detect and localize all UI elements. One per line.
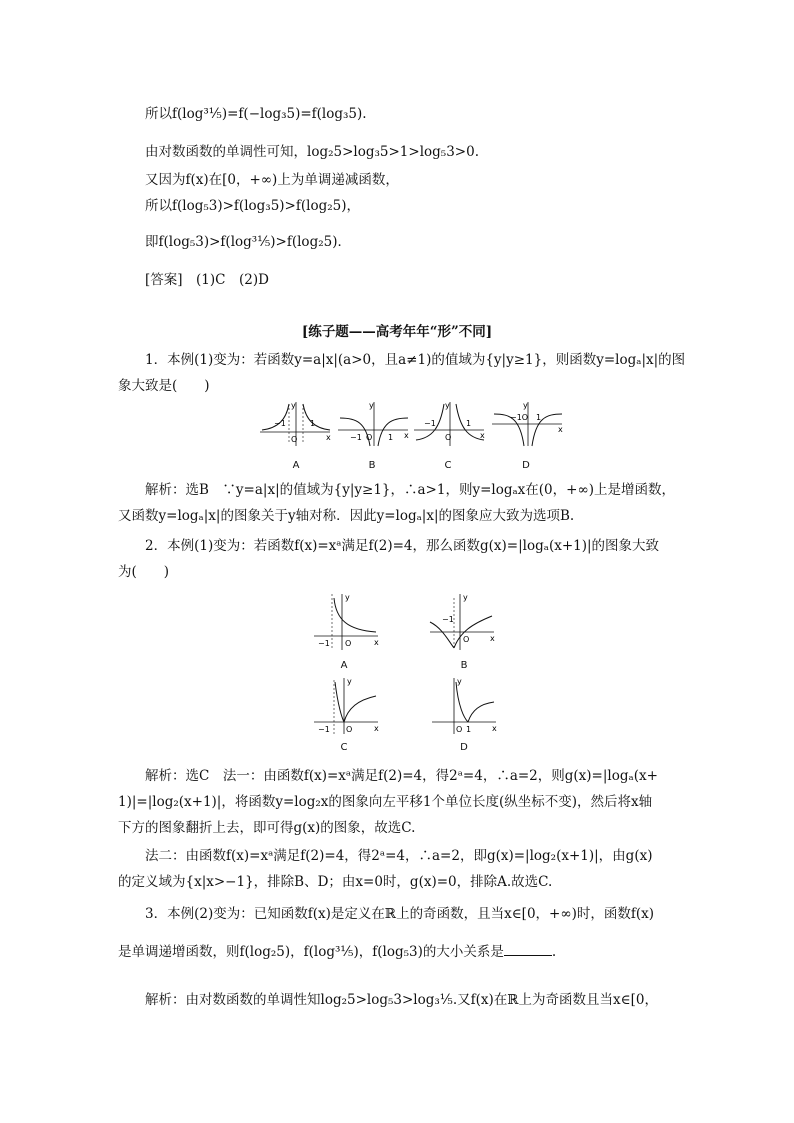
q3-solution-1: 解析：由对数函数的单调性知log₂5>log₅3>log₃⅕.又f(x)在ℝ上为奇函数且当x∈[0， <box>145 992 658 1008</box>
q2-line-2: 为( ) <box>118 564 170 580</box>
q1-solution-1: 解析：选B ∵y=a|x|的值域为{y|y≥1}，∴a>1，则y=logₐx在(0，+∞)上是增函数， <box>145 482 675 498</box>
q2-option-c: C <box>340 742 348 753</box>
q1-line-2: 象大致是( ) <box>118 378 210 394</box>
tick-one: 1 <box>466 725 472 734</box>
q2-solution-2: 1)|=|log₂(x+1)|，将函数y=log₂x的图象向左平移1个单位长度(纵坐标不变)，然后将x轴 <box>118 794 653 810</box>
q2-option-d: D <box>460 742 468 753</box>
solution-line-1: 所以f(log³⅕)=f(−log₃5)=f(log₃5). <box>145 106 367 122</box>
tick-one: 1 <box>388 433 394 442</box>
y-label: y <box>345 593 350 602</box>
q2-graph-d <box>430 676 500 736</box>
tick-neg-one: −1 <box>424 419 436 428</box>
q2-line-1: 2．本例(1)变为：若函数f(x)=xᵃ满足f(2)=4，那么函数g(x)=|logₐ(x+1)|的图象大致 <box>145 538 660 554</box>
answer-line: [答案] (1)C (2)D <box>145 272 269 288</box>
q1-graph-a <box>258 400 334 448</box>
q1-graph-b <box>336 400 412 448</box>
q1-option-c: C <box>444 460 452 471</box>
x-label: x <box>492 724 497 733</box>
q2-graph-b <box>428 592 498 652</box>
x-label: x <box>490 634 495 643</box>
tick-neg-one-origin: −1O <box>510 413 529 422</box>
solution-line-5: 即f(log₅3)>f(log³⅕)>f(log₂5)． <box>145 234 351 250</box>
x-label: x <box>374 724 379 733</box>
origin-label: O <box>366 433 373 442</box>
tick-neg-one: −1 <box>318 639 330 648</box>
q1-option-b: B <box>368 460 376 471</box>
tick-neg-one: −1 <box>442 615 454 624</box>
solution-line-4: 所以f(log₅3)>f(log₃5)>f(log₂5)， <box>145 198 360 214</box>
q2-solution-3: 下方的图象翻折上去，即可得g(x)的图象，故选C. <box>118 820 416 836</box>
tick-one: 1 <box>536 413 542 422</box>
q1-graph-d <box>490 400 566 448</box>
x-label: x <box>326 433 331 442</box>
q1-solution-2: 又函数y=logₐ|x|的图象关于y轴对称．因此y=logₐ|x|的图象应大致为选项B. <box>118 508 575 524</box>
tick-neg-one: −1 <box>350 433 362 442</box>
q3-line-2 <box>118 942 556 962</box>
y-label: y <box>523 401 528 410</box>
tick-one: 1 <box>310 419 316 428</box>
q3-line-2-end: . <box>551 944 557 960</box>
q1-option-d: D <box>522 460 530 471</box>
origin-label: O <box>346 725 353 734</box>
x-label: x <box>558 425 563 434</box>
q2-solution-5: 的定义域为{x|x>−1}，排除B、D；由x=0时，g(x)=0，排除A.故选C. <box>118 874 553 890</box>
y-label: y <box>369 401 374 410</box>
origin-label: O <box>456 725 463 734</box>
y-label: y <box>347 677 352 686</box>
q2-graph-c <box>312 676 382 736</box>
origin-label: O <box>291 435 298 444</box>
origin-label: O <box>445 433 452 442</box>
q1-option-a: A <box>292 460 300 471</box>
solution-line-2: 由对数函数的单调性可知，log₂5>log₃5>1>log₅3>0. <box>145 144 479 160</box>
q1-graph-c <box>412 400 488 448</box>
y-label: y <box>457 677 462 686</box>
y-label: y <box>291 401 296 410</box>
x-label: x <box>480 431 485 440</box>
q2-solution-4: 法二：由函数f(x)=xᵃ满足f(2)=4，得2ᵃ=4，∴a=2，即g(x)=|log₂(x+1)|，由g(x) <box>145 848 653 864</box>
q2-solution-1: 解析：选C 法一：由函数f(x)=xᵃ满足f(2)=4，得2ᵃ=4，∴a=2，则g(x)=|logₐ(x+ <box>145 768 658 784</box>
tick-neg-one: −1 <box>274 419 286 428</box>
q2-option-a: A <box>340 660 348 671</box>
q2-option-b: B <box>460 660 468 671</box>
q3-line-2-text: 是单调递增函数，则f(log₂5)，f(log³⅕)，f(log₅3)的大小关系是 <box>118 944 504 960</box>
x-label: x <box>404 431 409 440</box>
q1-line-1: 1．本例(1)变为：若函数y=a|x|(a>0，且a≠1)的值域为{y|y≥1}，则函数y=logₐ|x|的图 <box>145 352 686 368</box>
tick-one: 1 <box>466 419 472 428</box>
solution-line-3: 又因为f(x)在[0，+∞)上为单调递减函数， <box>145 172 399 188</box>
q3-line-1: 3．本例(2)变为：已知函数f(x)是定义在ℝ上的奇函数，且当x∈[0，+∞)时，函数f(x) <box>145 906 655 922</box>
x-label: x <box>374 638 379 647</box>
practice-title: [练子题——高考年年“形”不同] <box>301 324 493 340</box>
tick-neg-one: −1 <box>318 725 330 734</box>
q2-graph-a <box>312 592 382 652</box>
answer-blank <box>504 943 552 956</box>
y-label: y <box>445 401 450 410</box>
origin-label: O <box>345 639 352 648</box>
y-label: y <box>463 593 468 602</box>
origin-label: O <box>463 635 470 644</box>
